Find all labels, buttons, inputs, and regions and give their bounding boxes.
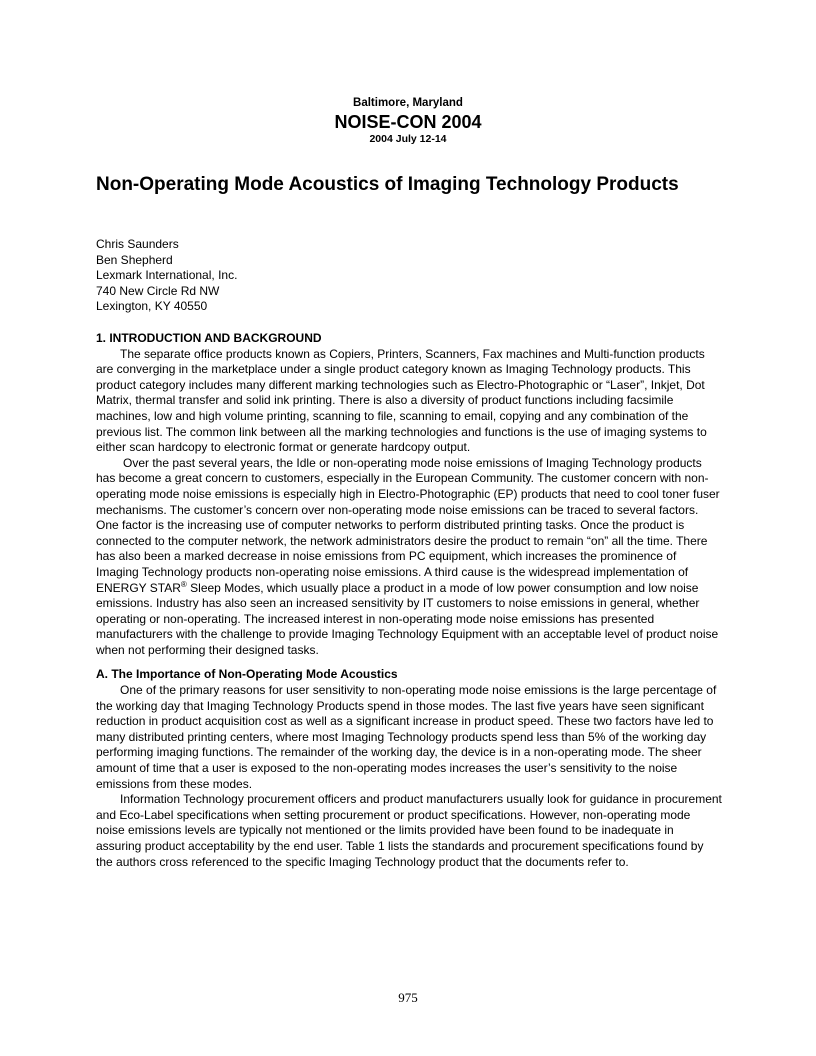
author-block bbox=[96, 237, 716, 315]
paper-title: Non-Operating Mode Acoustics of Imaging Technology Products bbox=[96, 174, 679, 195]
section-heading: 1. INTRODUCTION AND BACKGROUND bbox=[96, 331, 322, 345]
conference-header bbox=[0, 96, 816, 146]
author-affiliation: Lexmark International, Inc. bbox=[96, 268, 238, 283]
author-address-street: 740 New Circle Rd NW bbox=[96, 283, 220, 298]
paragraph-text: Over the past several years, the Idle or non-operating mode noise emissions of Imaging Technology products has become a great concern to customers, especially in the European Community. The customer concern with non-operating mode noise emissions is especially high in Electro-Photographic (EP) products that need to cool toner fuser mechanisms. The customer’s concern over non-operating mode noise emissions can be traced to several factors. One factor is the increasing use of computer networks to perform distributed printing tasks. Once the product is connected to the computer network, the network administrators desire the product to remain “on” all the time. There has also been a marked decrease in noise emissions from PC equipment, which increases the prominence of Imaging Technology products non-operating noise emissions. A third cause is the widespread implementation of ENERGY STAR bbox=[96, 455, 720, 595]
conference-location: Baltimore, Maryland bbox=[353, 97, 463, 109]
paper-body bbox=[96, 331, 722, 870]
paragraph bbox=[96, 456, 722, 659]
conference-date: 2004 July 12-14 bbox=[369, 133, 447, 145]
paragraph: The separate office products known as Copiers, Printers, Scanners, Fax machines and Multi-function products are converging in the marketplace under a single product category known as Imaging Technology products. This product category includes many different marking technologies such as Electro-Photographic or “Laser”, Inkjet, Dot Matrix, thermal transfer and solid ink printing. There is also a diversity of product functions including facsimile machines, low and high volume printing, scanning to file, scanning to email, copying and any combination of the previous list. The common link between all the marking technologies and functions is the use of imaging systems to either scan hardcopy to electronic format or generate hardcopy output. bbox=[96, 346, 707, 455]
page-number: 975 bbox=[398, 990, 418, 1005]
paragraph: One of the primary reasons for user sensitivity to non-operating mode noise emissions is the large percentage of the working day that Imaging Technology Products spend in those modes. The last five years have seen significant reduction in product acquisition cost as well as a significant increase in product speed. These two factors have led to many distributed printing centers, where most Imaging Technology products spend less than 5% of the working day performing imaging functions. The remainder of the working day, the device is in a non-operating mode. The sheer amount of time that a user is exposed to the non-operating modes increases the user’s sensitivity to the noise emissions from these modes. bbox=[96, 683, 717, 791]
subsection-heading: A. The Importance of Non-Operating Mode Acoustics bbox=[96, 667, 398, 682]
author-address-city: Lexington, KY 40550 bbox=[96, 299, 208, 314]
paragraph: Information Technology procurement officers and product manufacturers usually look for guidance in procurement and Eco-Label specifications when setting procurement or product specifications. However, non-operating mode noise emissions levels are typically not mentioned or the limits provided have been found to be inadequate in assuring product acceptability by the end user. Table 1 lists the standards and procurement specifications found by the authors cross referenced to the specific Imaging Technology product that the documents refer to. bbox=[96, 792, 722, 869]
conference-name: NOISE-CON 2004 bbox=[334, 112, 482, 132]
author-name: Chris Saunders bbox=[96, 237, 179, 251]
registered-mark: ® bbox=[180, 579, 187, 589]
paragraph-text: Sleep Modes, which usually place a product in a mode of low power consumption and low noise emissions. Industry has also seen an increased sensitivity by IT customers to noise emissions in general, whether operating or non-operating. The increased interest in non-operating mode noise emissions has presented manufacturers with the challenge to provide Imaging Technology Equipment with an acceptable level of product noise when not performing their designed tasks. bbox=[96, 580, 719, 657]
author-name: Ben Shepherd bbox=[96, 252, 173, 267]
